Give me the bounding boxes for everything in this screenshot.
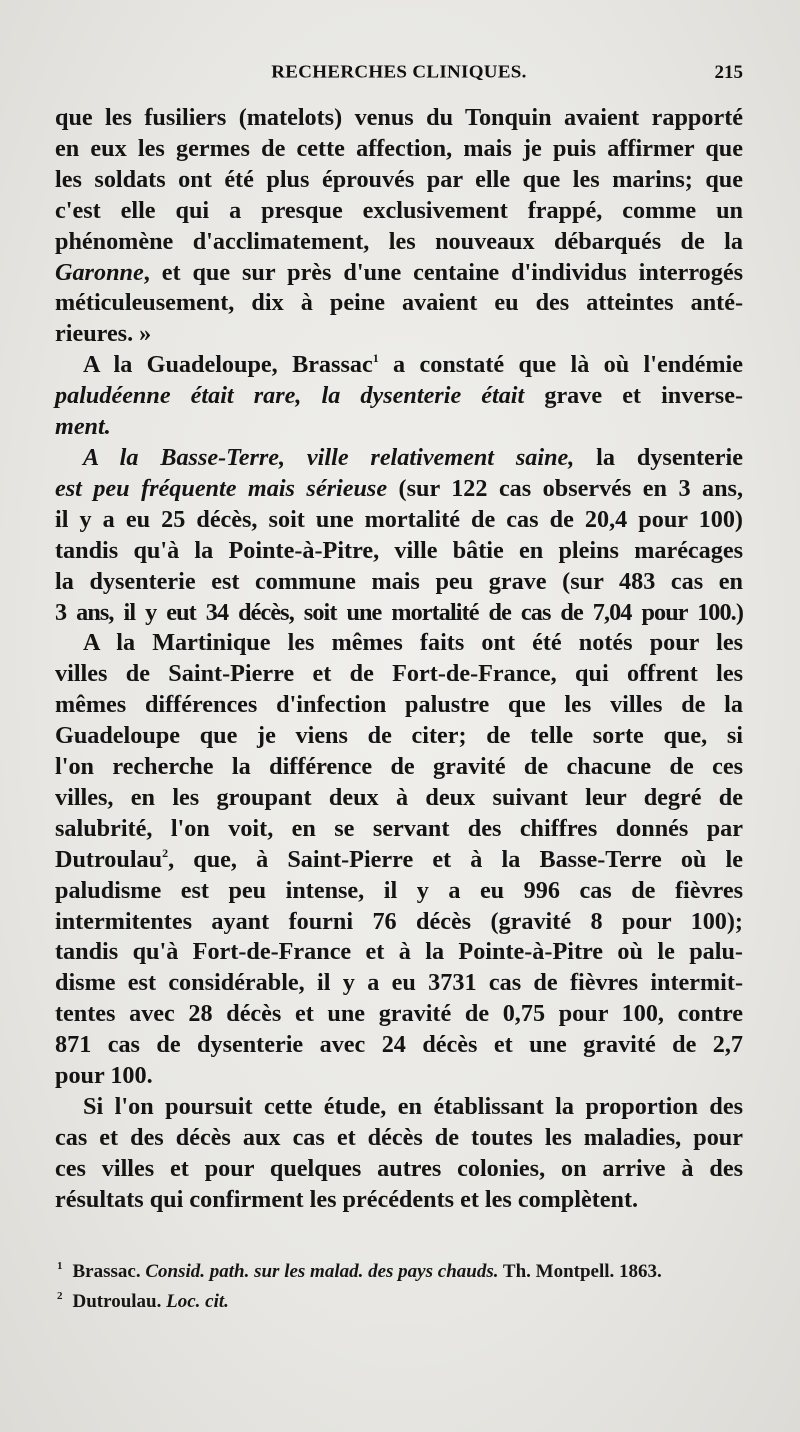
italic-text: A la Basse-Terre, ville relativement saine, — [83, 443, 575, 471]
text-line: villes de Saint-Pierre et de Fort-de-France, qui offrent les — [55, 660, 743, 688]
text-fragment: , et que sur près d'une centaine d'individus interrogés — [143, 258, 743, 286]
footnote-author: Brassac. — [72, 1261, 141, 1282]
text-fragment: Dutroulau — [55, 845, 163, 873]
text-line: méticuleusement, dix à peine avaient eu des atteintes anté- — [55, 289, 743, 317]
text-line: résultats qui confirment les précédents et les complètent. — [55, 1185, 639, 1213]
text-line: disme est considérable, il y a eu 3731 cas de fièvres intermit- — [55, 969, 743, 997]
text-line: Si l'on poursuit cette étude, en établissant la proportion des — [83, 1093, 743, 1120]
text-line: les soldats ont été plus éprouvés par elle que les marins; que — [55, 165, 743, 193]
footnotes — [55, 1254, 743, 1314]
ship-name: Garonne — [55, 258, 144, 286]
footnote-2 — [55, 1284, 743, 1314]
text-line — [55, 258, 743, 289]
italic-text: est peu fréquente mais sérieuse — [55, 474, 388, 502]
text-line: ces villes et pour quelques autres colonies, on arrive à des — [55, 1154, 743, 1182]
text-line: 3 ans, il y eut 34 décès, soit une mortalité de cas de 7,04 pour 100.) — [55, 598, 743, 626]
running-head: RECHERCHES CLINIQUES. — [271, 62, 527, 83]
text-line: tandis qu'à la Pointe-à-Pitre, ville bâtie en pleins marécages — [55, 536, 743, 564]
text-fragment: a constaté que là où l'endémie — [378, 351, 743, 379]
text-line: rieures. » — [55, 320, 152, 348]
footnote-mark: 2 — [57, 1290, 63, 1302]
text-line: pour 100. — [55, 1062, 153, 1090]
text-line: phénomène d'acclimatement, les nouveaux débarqués de la — [55, 227, 743, 255]
text-line: que les fusiliers (matelots) venus du Tonquin avaient rapporté — [55, 104, 743, 131]
text-line — [55, 350, 743, 381]
text-line — [55, 845, 743, 876]
footnote-1 — [55, 1254, 743, 1284]
text-line: cas et des décès aux cas et décès de toutes les maladies, pour — [55, 1123, 743, 1151]
text-line: l'on recherche la différence de gravité de chacune de ces — [55, 753, 743, 781]
footnote-ref-1: 1 — [372, 351, 379, 366]
text-fragment: la dysenterie — [574, 443, 743, 471]
page-header — [55, 62, 743, 90]
text-line — [55, 412, 743, 443]
text-fragment: A la Guadeloupe, Brassac — [83, 351, 373, 379]
text-line: salubrité, l'on voit, en se servant des chiffres donnés par — [55, 814, 743, 842]
footnote-author: Dutroulau. — [72, 1291, 162, 1312]
text-fragment: , que, à Saint-Pierre et à la Basse-Terre où le — [168, 845, 743, 873]
footnote-mark: 1 — [57, 1260, 63, 1272]
text-line: tentes avec 28 décès et une gravité de 0,75 pour 100, contre — [55, 1000, 743, 1028]
text-line: Guadeloupe que je viens de citer; de telle sorte que, si — [55, 722, 743, 750]
italic-text: ment. — [55, 413, 111, 441]
text-line — [55, 443, 743, 474]
page-number: 215 — [714, 62, 743, 83]
footnote-rest: Th. Montpell. 1863. — [502, 1261, 662, 1282]
footnote-ref-2: 2 — [162, 845, 169, 860]
text-line: en eux les germes de cette affection, mais je puis affirmer que — [55, 134, 743, 162]
text-line: paludisme est peu intense, il y a eu 996 cas de fièvres — [55, 876, 743, 904]
footnote-title: Loc. cit. — [166, 1291, 229, 1312]
footnote-title: Consid. path. sur les malad. des pays chauds. — [145, 1261, 499, 1282]
text-line: la dysenterie est commune mais peu grave (sur 483 cas en — [55, 567, 743, 595]
text-fragment: (sur 122 cas observés en 3 ans, — [387, 474, 744, 502]
body-text — [55, 103, 743, 1216]
text-line: c'est elle qui a presque exclusivement frappé, comme un — [55, 196, 743, 224]
text-line: A la Martinique les mêmes faits ont été notés pour les — [83, 629, 743, 657]
text-line: 871 cas de dysenterie avec 24 décès et une gravité de 2,7 — [55, 1031, 743, 1059]
text-line: villes, en les groupant deux à deux suivant leur degré de — [55, 783, 743, 811]
text-line — [55, 381, 743, 412]
text-line: mêmes différences d'infection palustre que les villes de la — [55, 691, 743, 719]
italic-text: paludéenne était rare, la dysenterie était — [55, 382, 525, 410]
text-line — [55, 474, 743, 505]
text-line: intermitentes ayant fourni 76 décès (gravité 8 pour 100); — [55, 907, 743, 935]
text-line: tandis qu'à Fort-de-France et à la Pointe-à-Pitre où le palu- — [55, 938, 743, 966]
text-fragment: grave et inverse- — [524, 382, 744, 410]
text-line: il y a eu 25 décès, soit une mortalité de cas de 20,4 pour 100) — [55, 505, 743, 533]
